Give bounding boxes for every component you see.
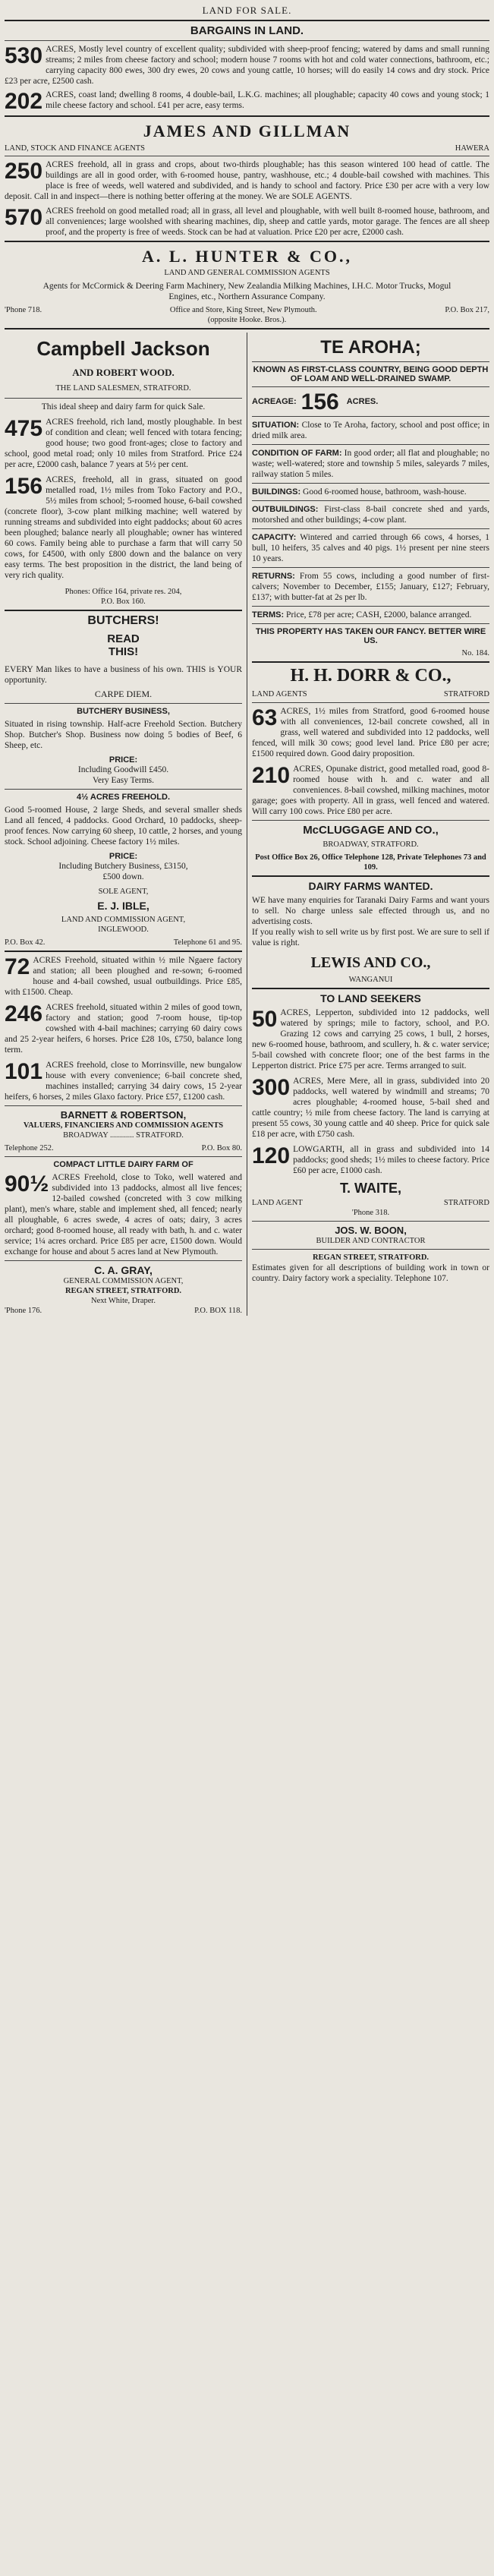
item-key: TERMS: [252, 610, 285, 620]
barnett-box: P.O. Box 80. [201, 1144, 242, 1152]
butchery-price-label: PRICE: [109, 755, 138, 765]
item-value: Good 6-roomed house, bathroom, wash-house. [303, 487, 467, 497]
left-column [5, 333, 247, 1316]
hunter-block [5, 247, 489, 325]
butchery-business-title: BUTCHERY BUSINESS, [77, 707, 170, 716]
freehold-down: £500 down. [102, 872, 144, 881]
campbell-lead: This ideal sheep and dairy farm for quick Sale. [41, 402, 206, 411]
agent-town: INGLEWOOD. [98, 925, 149, 934]
divider [5, 115, 489, 117]
item-key: BUILDINGS: [252, 487, 301, 497]
acreage-number: 90½ [5, 1171, 49, 1197]
te-aroha-item [252, 448, 489, 480]
waite-left: LAND AGENT [252, 1199, 303, 1207]
ad-text: ACRES freehold, all in grass and crops, about two-thirds ploughable; has this season wintered 100 head of cattle. The buildings are all in good order, with 6-roomed house, pantry, washhouse, etc.; 4 double-bail cowshed with machines. This place is free of weeds, well watered and subdivided, and is handy to school and factory. Price £30 per acre with a very low deposit. Call in and inspect—there is nothing better offering at the money. We are SOLE AGENTS. [5, 160, 489, 201]
acreage-number: 101 [5, 1059, 43, 1084]
mccluggage-name: McCLUGGAGE AND CO., [303, 824, 439, 837]
item-key: SITUATION: [252, 421, 300, 430]
divider [252, 500, 489, 501]
butchers-this: THIS! [108, 645, 139, 658]
compact-farm-block [5, 1160, 242, 1257]
divider [5, 951, 242, 952]
seekers-ad-300 [252, 1076, 489, 1140]
james-gillman-block [5, 121, 489, 238]
acreage-number: 202 [5, 89, 43, 114]
ad-text: ACRES, 1½ miles from Stratford, good 6-roomed house with all conveniences, 12-bail concrete cowshed, all in grass, well watered and subdivided into 12 paddocks, well fenced, will milk 30 cows; good level land. Price £80 per acre; £1500 required down. Good dairy proposition. [252, 707, 489, 758]
acreage-number: 210 [252, 763, 291, 788]
dairy-text1: WE have many enquiries for Taranaki Dairy Farms and want yours to sell. No charge unless sale effected through us, and no advertising costs. [252, 896, 489, 926]
divider [5, 241, 489, 242]
divider [5, 789, 242, 790]
divider [252, 528, 489, 529]
agent-box: P.O. Box 42. [5, 938, 46, 947]
barnett-block [5, 1109, 242, 1153]
mccluggage-addr: BROADWAY, STRATFORD. [323, 840, 419, 849]
top-ad-202 [5, 90, 489, 112]
divider [252, 483, 489, 484]
item-value: In good order; all flat and ploughable; no waste; well-watered; store and township 5 miles, saleyards 7 miles, railway station 5 miles. [252, 449, 489, 479]
te-aroha-item [252, 504, 489, 525]
ad-text: ACRES Freehold, close to Toko, well watered and subdivided into 13 paddocks, almost all live fences; 12-bailed cowshed (concreted with 3 cow milking plant), men's whare, stable and implement shed, all fenced; nearly all ploughable, 6 acres swede, 4 acres of oats; dairy, 3 acres orchard; good 8-roomed house, all ready with bath, h. and c. water service; 1¼ acres orchard. Price £85 per acre, £1500 down. Would exchange for house and about 5 acres land at New Plymouth. [5, 1173, 242, 1256]
left-ad-101 [5, 1060, 242, 1102]
butchery-terms: Very Easy Terms. [92, 776, 155, 785]
ad-text: ACRES freehold, close to Morrinsville, new bungalow house with every convenience; 6-bail concrete shed, machines installed; carrying 34 dairy cows, 15 2-year heifers, 6 horses, 2 miles Glaxo factory. Price £57, £1200 cash. [5, 1061, 242, 1102]
top-ad-530 [5, 44, 489, 87]
freehold-text: Good 5-roomed House, 2 large Sheds, and several smaller sheds Land all fenced, 4 paddocks. Good Orchard, 10 paddocks, sheep-proof fences. Now carrying 60 sheep, 10 cattle, 2 horses, and young stock. School adjoining. Cheese factory 1½ miles. [5, 806, 242, 847]
hunter-phone: 'Phone 718. [5, 306, 42, 314]
acreage-number: 156 [5, 474, 43, 499]
right-column [252, 333, 489, 1316]
james-gillman-sub: LAND, STOCK AND FINANCE AGENTS [5, 144, 146, 153]
divider [252, 1249, 489, 1250]
land-seekers-block [252, 992, 489, 1218]
dorr-ad-63 [252, 706, 489, 759]
item-value: Close to Te Aroha, factory, school and post office; in dried milk area. [252, 421, 490, 440]
divider [252, 361, 489, 362]
hunter-box: P.O. Box 217, [445, 306, 489, 314]
acreage-number: 246 [5, 1001, 43, 1026]
gray-phone: 'Phone 176. [5, 1307, 42, 1315]
dairy-wanted-block [252, 880, 489, 985]
te-aroha-item [252, 571, 489, 603]
dorr-name: H. H. DORR & CO., [290, 666, 452, 686]
divider [5, 610, 242, 611]
ad-text: ACRES, freehold, all in grass, situated on good metalled road, 1½ miles from Toko Factory and P.O., 5½ miles from school; 5-roomed house, 6-bail cowshed (concrete floor), 3-cow plant milking machine; well watered by running streams and subdivided into eight paddocks; about 60 acres been ploughed; balance nearly all ploughable; owner has wintered 60 cows. Family being able to purchase a farm that will carry 50 cows, for £4500, with only £800 down and the balance on very easy terms. The best proposition in the district, the land being of very rich quality. [5, 475, 242, 580]
te-aroha-item [252, 487, 489, 497]
hunter-opp: (opposite Hooke. Bros.). [207, 316, 287, 324]
gray-box: P.O. BOX 118. [194, 1307, 242, 1315]
campbell-name: Campbell Jackson [36, 337, 210, 360]
acres-word: ACRES. [346, 397, 379, 406]
item-value: Price, £78 per acre; CASH, £2000, balance arranged. [286, 610, 472, 620]
acreage-number: 570 [5, 205, 43, 230]
divider [252, 416, 489, 417]
te-aroha-item [252, 532, 489, 564]
gray-block [5, 1264, 242, 1316]
dorr-block [252, 666, 489, 817]
ad-text: LOWGARTH, all in grass and subdivided into 14 paddocks; good sheds; 1½ miles to cheese factory. Price £60 per acre, £1000 cash. [293, 1145, 489, 1175]
butchers-intro: EVERY Man likes to have a business of his own. THIS is YOUR opportunity. [5, 665, 242, 685]
divider [252, 1221, 489, 1222]
item-value: From 55 cows, including a good number of first-calvers; November to December, £155; January, £127; February, £137; with butter-fat at 2s per lb. [252, 572, 489, 602]
dorr-ad-210 [252, 764, 489, 817]
acreage-number: 250 [5, 159, 43, 184]
ad-text: ACRES freehold, situated within 2 miles of good town, factory and station; good 7-room house, tip-top cowshed with 4-bail machines; carrying 60 dairy cows and 25 2-year heifers, 6 horses. Price £28 10s, £750, balance long term. [5, 1003, 242, 1055]
divider [5, 20, 489, 21]
divider [252, 386, 489, 387]
dorr-right: STRATFORD [443, 690, 489, 698]
barnett-name: BARNETT & ROBERTSON, [60, 1109, 187, 1121]
dorr-left: LAND AGENTS [252, 690, 307, 698]
seekers-ad-120 [252, 1144, 489, 1176]
hunter-sub: LAND AND GENERAL COMMISSION AGENTS [164, 269, 330, 277]
gray-sub: GENERAL COMMISSION AGENT, [63, 1277, 184, 1285]
ad-text: ACRES Freehold, situated within ½ mile Ngaere factory and station; all been ploughed and re-sown; 6-roomed house and 4-bail cowshed, usual outbuildings. Price £85, with £1500. Cheap. [5, 956, 242, 997]
te-aroha-item [252, 420, 489, 441]
james-ad-570 [5, 206, 489, 238]
campbell-box: P.O. Box 160. [101, 597, 146, 606]
divider [252, 820, 489, 821]
gray-addr: REGAN STREET, STRATFORD. [65, 1287, 182, 1295]
divider [5, 703, 242, 704]
butchers-read: READ [107, 632, 140, 645]
item-key: RETURNS: [252, 572, 295, 581]
mccluggage-block [252, 824, 489, 872]
barnett-addr: BROADWAY ............ STRATFORD. [63, 1131, 184, 1140]
compact-title: COMPACT LITTLE DAIRY FARM OF [53, 1160, 194, 1169]
campbell-phones: Phones: Office 164, private res. 204, [65, 588, 182, 596]
barnett-tel: Telephone 252. [5, 1144, 54, 1152]
campbell-and: AND ROBERT WOOD. [72, 367, 175, 378]
te-aroha-item [252, 610, 489, 620]
waite-name: T. WAITE, [340, 1181, 401, 1196]
dairy-name: LEWIS AND CO., [310, 954, 431, 971]
divider [5, 328, 489, 329]
agent-label: SOLE AGENT, [98, 888, 149, 896]
acreage-number: 530 [5, 43, 43, 68]
divider [252, 623, 489, 624]
ad-text: ACRES, Lepperton, subdivided into 12 paddocks, well watered by springs; mile to factory, school, and P.O. Grazing 12 cows and carrying 25 cows, 1 bull, 2 horses, new 6-roomed house, bathroom, and scullery, h. & c. water service; 5-bail cowshed with concrete floor; one of the best farms in the Lepperton district. Price £75 per acre. Terms arranged to suit. [252, 1008, 489, 1070]
campbell-ad-475 [5, 417, 242, 470]
item-value: First-class 8-bail concrete shed and yards, motorshed and other buildings; 4-cow plant. [252, 505, 490, 525]
james-ad-250 [5, 159, 489, 202]
acreage-number: 475 [5, 416, 43, 441]
divider [5, 40, 489, 41]
item-key: CONDITION OF FARM: [252, 449, 342, 458]
left-ad-72 [5, 955, 242, 998]
te-aroha-title: TE AROHA; [320, 337, 421, 358]
divider [252, 661, 489, 663]
freehold-incl: Including Butchery Business, £3150, [58, 862, 188, 871]
divider [252, 606, 489, 607]
freehold-title: 4½ ACRES FREEHOLD. [76, 793, 171, 802]
divider [252, 702, 489, 703]
boon-block [252, 1225, 489, 1284]
divider [5, 1156, 242, 1157]
te-aroha-no: No. 184. [461, 649, 489, 657]
dairy-text2: If you really wish to sell write us by first post. We are sure to sell if value is right. [252, 928, 489, 947]
campbell-ad-156 [5, 475, 242, 581]
divider [252, 567, 489, 568]
james-gillman-name: JAMES AND GILLMAN [143, 121, 351, 140]
divider [5, 398, 242, 399]
james-gillman-town: HAWERA [455, 144, 489, 153]
agent-name: E. J. IBLE, [97, 900, 149, 912]
divider [252, 988, 489, 989]
item-key: CAPACITY: [252, 533, 297, 542]
mccluggage-box: Post Office Box 26, Office Telephone 128, Private Telephones 73 and 109. [255, 853, 486, 872]
acreage-number: 300 [252, 1075, 291, 1100]
butchery-text: Situated in rising township. Half-acre Freehold Section. Butchery Shop. Butcher's Shop. Business now doing 5 bodies of Beef, 6 Sheep, etc. [5, 720, 242, 750]
acreage-number: 50 [252, 1007, 278, 1032]
ad-text: ACRES freehold on good metalled road; all in grass, all level and ploughable, with well built 8-roomed house, bathroom, and all conveniences; large woolshed with shearing machines, dip, sheep and cattle yards, motor garage. The fences are all sheep proof, and the property is free of weeds. Stock can be had at valuation. Price £20 per acre, £2000 cash. [46, 207, 489, 237]
gray-next: Next White, Draper. [91, 1297, 156, 1305]
acreage-number: 72 [5, 954, 30, 979]
divider [5, 1260, 242, 1261]
ad-text: ACRES freehold, rich land, mostly ploughable. In best of condition and clean; well fenced with totara fencing; good house; two good front-ages; close to factory and school, good metal road; only 10 miles from Stratford. Price £24 per acre, £2000 cash, balance 7 years at 5½ per cent. [5, 418, 242, 469]
freehold-price-label: PRICE: [109, 852, 138, 861]
agent-tel: Telephone 61 and 95. [173, 938, 242, 947]
bargains-title: BARGAINS IN LAND. [190, 24, 304, 37]
dairy-title: DAIRY FARMS WANTED. [308, 880, 433, 892]
barnett-sub: VALUERS, FINANCIERS AND COMMISSION AGENTS [23, 1121, 224, 1130]
waite-right: STRATFORD [443, 1199, 489, 1207]
acreage-label: ACREAGE: [252, 397, 297, 406]
ad-text: ACRES, Mostly level country of excellent quality; subdivided with sheep-proof fencing; watered by dams and small running streams; 2 miles from cheese factory and school; modern house 7 rooms with hot and cold water connections, bathroom, etc.; carrying capacity 800 ewes, 300 dry ewes, 20 cows and young cattle, 10 horses; will do easily 14 cows and dry stock. Price £23 per acre, £2500 cash. [5, 45, 489, 86]
butchers-title: BUTCHERS! [87, 614, 159, 627]
te-aroha-taken: THIS PROPERTY HAS TAKEN OUR FANCY. BETTER WIRE US. [255, 627, 486, 645]
boon-sub: BUILDER AND CONTRACTOR [316, 1237, 426, 1245]
hunter-office: Office and Store, King Street, New Plymouth. [169, 306, 317, 314]
dairy-town: WANGANUI [348, 976, 393, 984]
left-ad-246 [5, 1002, 242, 1055]
acreage-number: 63 [252, 705, 278, 730]
boon-addr: REGAN STREET, STRATFORD. [312, 1253, 429, 1262]
butchers-block [5, 614, 242, 947]
boon-name: JOS. W. BOON, [335, 1225, 407, 1236]
hunter-name: A. L. HUNTER & CO., [141, 247, 352, 266]
item-value: Wintered and carried through 66 cows, 4 horses, 1 bull, 10 heifers, 35 calves and 40 pigs. 1½ present per nine steers 10 years. [252, 533, 489, 563]
acreage-number: 156 [300, 389, 339, 415]
item-key: OUTBUILDINGS: [252, 505, 319, 514]
seekers-ad-50 [252, 1007, 489, 1071]
section-header-land-for-sale: LAND FOR SALE. [202, 5, 292, 16]
divider [252, 444, 489, 445]
campbell-sub: THE LAND SALESMEN, STRATFORD. [55, 384, 191, 393]
seekers-title: TO LAND SEEKERS [320, 992, 421, 1004]
butchery-goodwill: Including Goodwill £450. [77, 765, 169, 774]
gray-name: C. A. GRAY, [94, 1264, 153, 1276]
butchers-carpe: CARPE DIEM. [94, 689, 153, 699]
divider [5, 1105, 242, 1106]
agent-role: LAND AND COMMISSION AGENT, [61, 916, 186, 924]
ad-text: ACRES, coast land; dwelling 8 rooms, 4 double-bail, L.K.G. machines; all ploughable; capacity 40 cows and young stock; 1 mile cheese factory and school. £41 per acre, easy terms. [46, 90, 489, 110]
hunter-text: Agents for McCormick & Deering Farm Machinery, New Zealandia Milking Machines, I.H.C. Motor Trucks, Mogul Engines, etc., Northern Assurance Company. [42, 282, 452, 301]
ad-text: ACRES, Opunake district, good metalled road, good 8-roomed house with h. and c. water and all conveniences. 8-bail cowshed, milking machines, motor garage; goes with property. All in grass, well fenced and watered. Will carry 100 cows. Price £80 per acre. [252, 765, 489, 816]
ad-text: ACRES, Mere Mere, all in grass, subdivided into 20 paddocks, well watered by windmill and streams; 70 acres ploughable; 4-roomed house, 5-bail shed and cattle country; ½ mile from cheese factory. The land is carrying at present 55 cows, 30 young cattle and 40 sheep. Price for quick sale £18 per acre, with £750 cash. [252, 1077, 489, 1139]
te-aroha-known: KNOWN AS FIRST-CLASS COUNTRY, BEING GOOD DEPTH OF LOAM AND WELL-DRAINED SWAMP. [253, 365, 489, 383]
waite-phone: 'Phone 318. [351, 1209, 390, 1217]
boon-text: Estimates given for all descriptions of building work in town or country. Dairy factory work a speciality. Telephone 107. [252, 1263, 489, 1283]
two-column-section [5, 333, 489, 1316]
acreage-number: 120 [252, 1143, 291, 1168]
divider [252, 875, 489, 877]
